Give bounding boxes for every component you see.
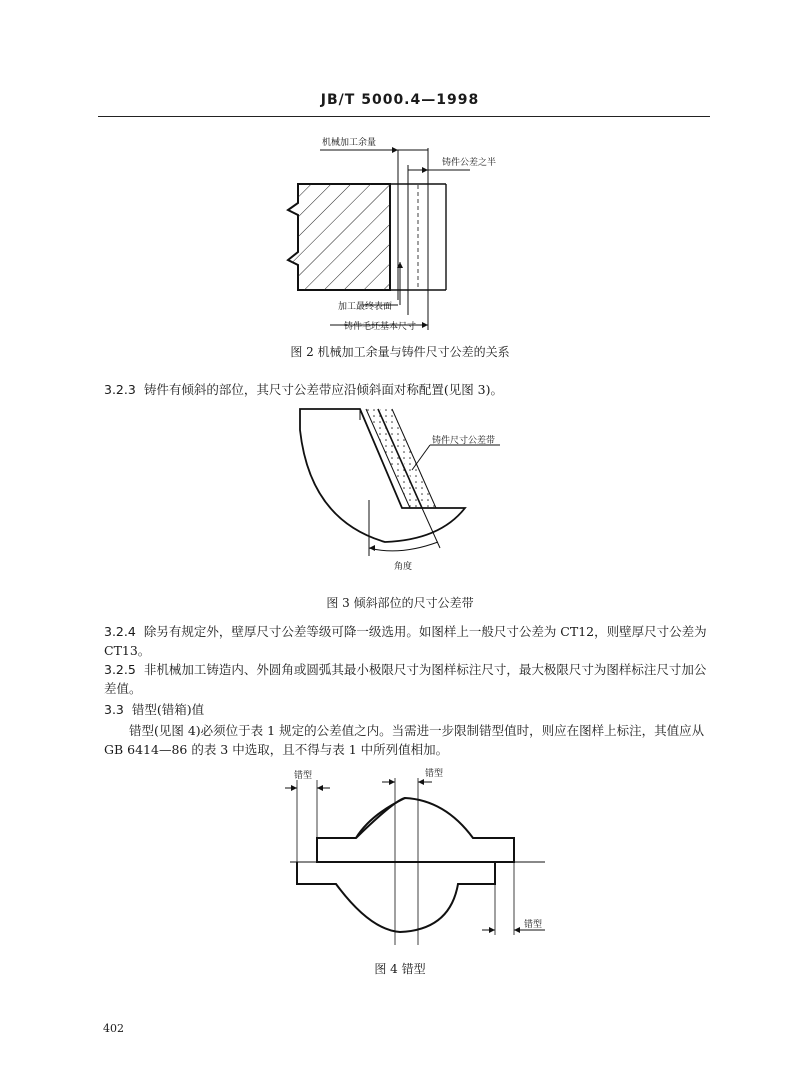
section-3-2-5: [104, 660, 714, 698]
figure-2-caption: 图 2 机械加工余量与铸件尺寸公差的关系: [290, 345, 510, 359]
section-number: 3.3: [104, 702, 124, 717]
figure-3-drawing: [290, 400, 540, 580]
section-3-3-text: 错型(见图 4)必须位于表 1 规定的公差值之内。当需进一步限制错型值时，则应在图样上标注，其值应从 GB 6414—86 的表 3 中选取，且不得与表 1 中所列值相加。: [104, 723, 705, 757]
figure-4-drawing: [285, 765, 555, 950]
section-number: 3.2.3: [104, 382, 136, 397]
section-text: 非机械加工铸造内、外圆角或圆弧其最小极限尺寸为图样标注尺寸，最大极限尺寸为图样标注尺寸加公差值。: [104, 662, 707, 696]
finish-surface-label: 加工最终表面: [338, 302, 393, 312]
section-number: 3.2.4: [104, 624, 136, 639]
section-number: 3.2.5: [104, 662, 136, 677]
section-title: 错型(错箱)值: [131, 702, 205, 717]
mismatch-label-top: 错型: [425, 769, 444, 779]
rough-basic-size-label: 铸件毛坯基本尺寸: [344, 322, 417, 332]
figure-2-drawing: [270, 130, 570, 340]
page-number: 402: [103, 1022, 124, 1035]
upper-half-outline: [317, 798, 514, 862]
section-3-2-4: [104, 622, 714, 660]
section-3-3-heading: [104, 700, 714, 719]
standard-header: JB/T 5000.4—1998: [320, 92, 480, 108]
machining-allowance-label: 机械加工余量: [322, 138, 377, 148]
angle-label: 角度: [394, 562, 413, 572]
tolerance-band-label: 铸件尺寸公差带: [432, 436, 496, 446]
lower-half-outline: [297, 862, 495, 932]
mismatch-label-bottom: 错型: [524, 920, 543, 930]
half-tolerance-label: 铸件公差之半: [442, 158, 497, 168]
figure-3-caption: 图 3 倾斜部位的尺寸公差带: [326, 596, 474, 610]
section-3-2-3: [104, 380, 714, 399]
section-text: 除另有规定外，壁厚尺寸公差等级可降一级选用。如图样上一般尺寸公差为 CT12，则壁厚尺寸公差为 CT13。: [104, 624, 707, 658]
section-text: 铸件有倾斜的部位，其尺寸公差带应沿倾斜面对称配置(见图 3)。: [143, 382, 503, 397]
figure-4-caption: 图 4 错型: [374, 962, 426, 976]
mismatch-label-left: 错型: [294, 771, 313, 781]
header-rule: [98, 116, 710, 117]
